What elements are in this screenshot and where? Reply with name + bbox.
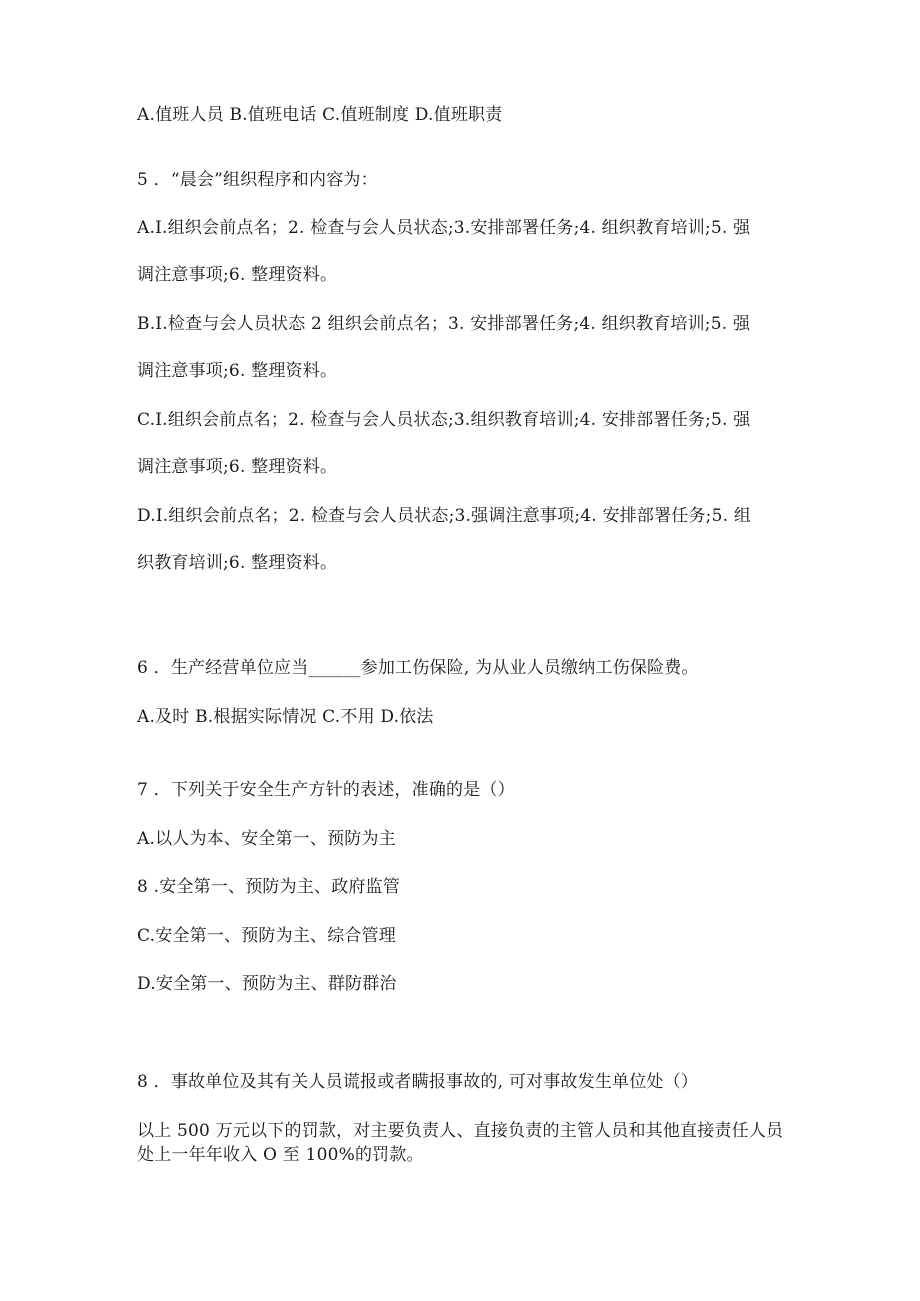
q5-option-d-line2: 织教育培训;6. 整理资料。 [137,553,338,573]
q4-options: A.值班人员 B.值班电话 C.值班制度 D.值班职责 [137,105,503,125]
q5-option-d-line1: D.I.组织会前点名；2. 检查与会人员状态;3.强调注意事项;4. 安排部署任务;5. 组 [137,506,752,526]
q5-option-a-line2: 调注意事项;6. 整理资料。 [137,265,338,285]
q5-option-a-line1: A.I.组织会前点名；2. 检查与会人员状态;3.安排部署任务;4. 组织教育培训;5. 强 [137,218,751,238]
q8-question: 8 ．事故单位及其有关人员谎报或者瞒报事故的, 可对事故发生单位处（） [137,1072,699,1092]
q7-option-b: 8 .安全第一、预防为主、政府监管 [137,877,401,897]
q7-question: 7 ．下列关于安全生产方针的表述，准确的是（） [137,780,515,800]
q5-option-c-line1: C.I.组织会前点名；2. 检查与会人员状态;3.组织教育培训;4. 安排部署任务;5. 强 [137,410,751,430]
q5-question: 5 ．“晨会”组织程序和内容为： [137,170,378,190]
q7-option-d: D.安全第一、预防为主、群防群治 [137,974,397,994]
q7-option-c: C.安全第一、预防为主、综合管理 [137,926,397,946]
q6-options: A.及时 B.根据实际情况 C.不用 D.依法 [137,707,434,727]
q5-option-b-line1: B.I.检查与会人员状态 2 组织会前点名；3. 安排部署任务;4. 组织教育培训;5. 强 [137,314,751,334]
q6-question: 6 ．生产经营单位应当______参加工伤保险, 为从业人员缴纳工伤保险费。 [137,658,699,678]
q8-answer-paragraph: 以上 500 万元以下的罚款，对主要负责人、直接负责的主管人员和其他直接责任人员处上一年年收入 O 至 100%的罚款。 [137,1121,784,1165]
q7-option-a: A.以人为本、安全第一、预防为主 [137,829,396,849]
q5-option-b-line2: 调注意事项;6. 整理资料。 [137,361,338,381]
q5-option-c-line2: 调注意事项;6. 整理资料。 [137,457,338,477]
